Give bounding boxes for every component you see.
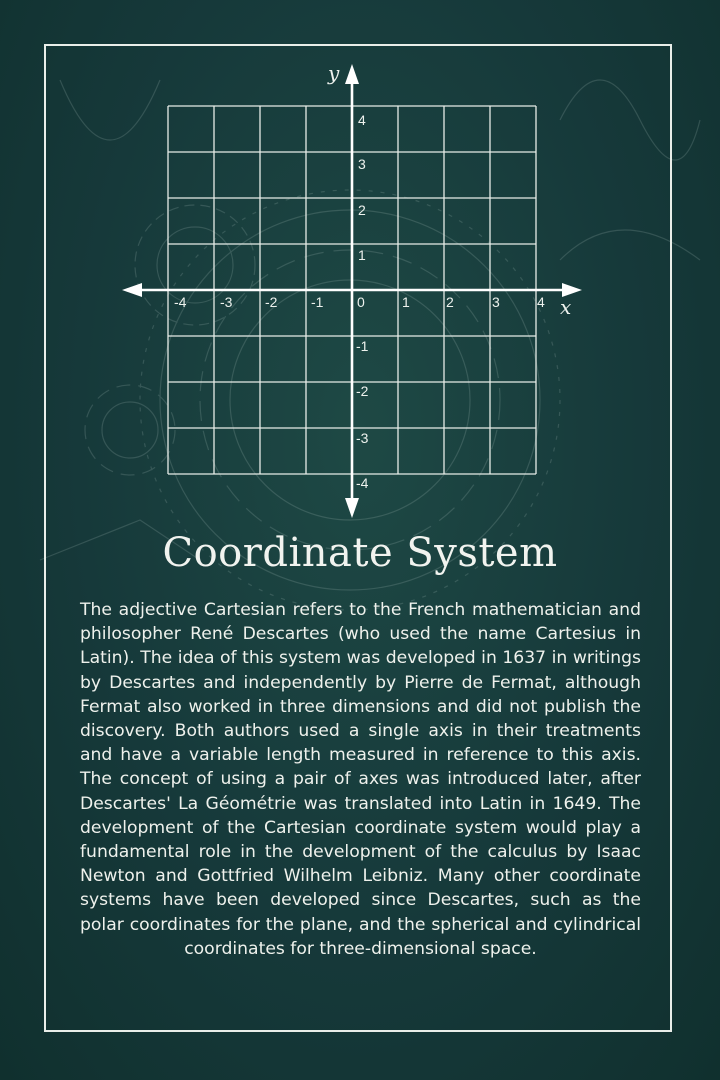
- y-axis-label: y: [328, 61, 340, 85]
- x-axis-label: x: [560, 295, 572, 319]
- y-tick-label: -3: [356, 430, 369, 446]
- description-text: The adjective Cartesian refers to the French mathematician and philosopher René Descartes (who used the name Cartesius in Latin). The idea of this system was developed in 1637 in writings by Descartes and independently by Pierre de Fermat, although Fermat also worked in three dimensions and did not publish the discovery. Both authors used a single axis in their treatments and have a variable length measured in reference to this axis. The concept of using a pair of axes was introduced later, after Descartes' La Géométrie was translated into Latin in 1649. The development of the Cartesian coordinate system would play a fundamental role in the development of the calculus by Isaac Newton and Gottfried Wilhelm Leibniz. Many other coordinate systems have been developed since Descartes, such as the polar coordinates for the plane, and the spherical and cylindrical coordinates for three-dimensional space.: [80, 600, 641, 959]
- y-tick-label: 1: [358, 247, 366, 263]
- y-tick-label: 3: [358, 156, 366, 172]
- page-title: Coordinate System: [162, 530, 558, 576]
- tick-labels: [174, 61, 571, 491]
- y-tick-label: 2: [358, 202, 366, 218]
- y-axis-arrow-down: [345, 498, 359, 518]
- y-tick-label: -1: [356, 338, 369, 354]
- x-tick-label: 0: [357, 294, 365, 310]
- x-tick-label: 3: [492, 294, 500, 310]
- y-axis-arrow-up: [345, 64, 359, 84]
- x-tick-label: -2: [265, 294, 278, 310]
- y-tick-label: 4: [358, 112, 366, 128]
- y-tick-label: -2: [356, 383, 369, 399]
- axes: [122, 64, 582, 518]
- x-tick-label: -4: [174, 294, 187, 310]
- x-tick-label: 2: [446, 294, 454, 310]
- y-tick-label: -4: [356, 475, 369, 491]
- x-tick-label: -3: [220, 294, 233, 310]
- x-tick-label: -1: [311, 294, 324, 310]
- x-tick-label: 4: [537, 294, 545, 310]
- x-tick-label: 1: [402, 294, 410, 310]
- x-axis-arrow-left: [122, 283, 142, 297]
